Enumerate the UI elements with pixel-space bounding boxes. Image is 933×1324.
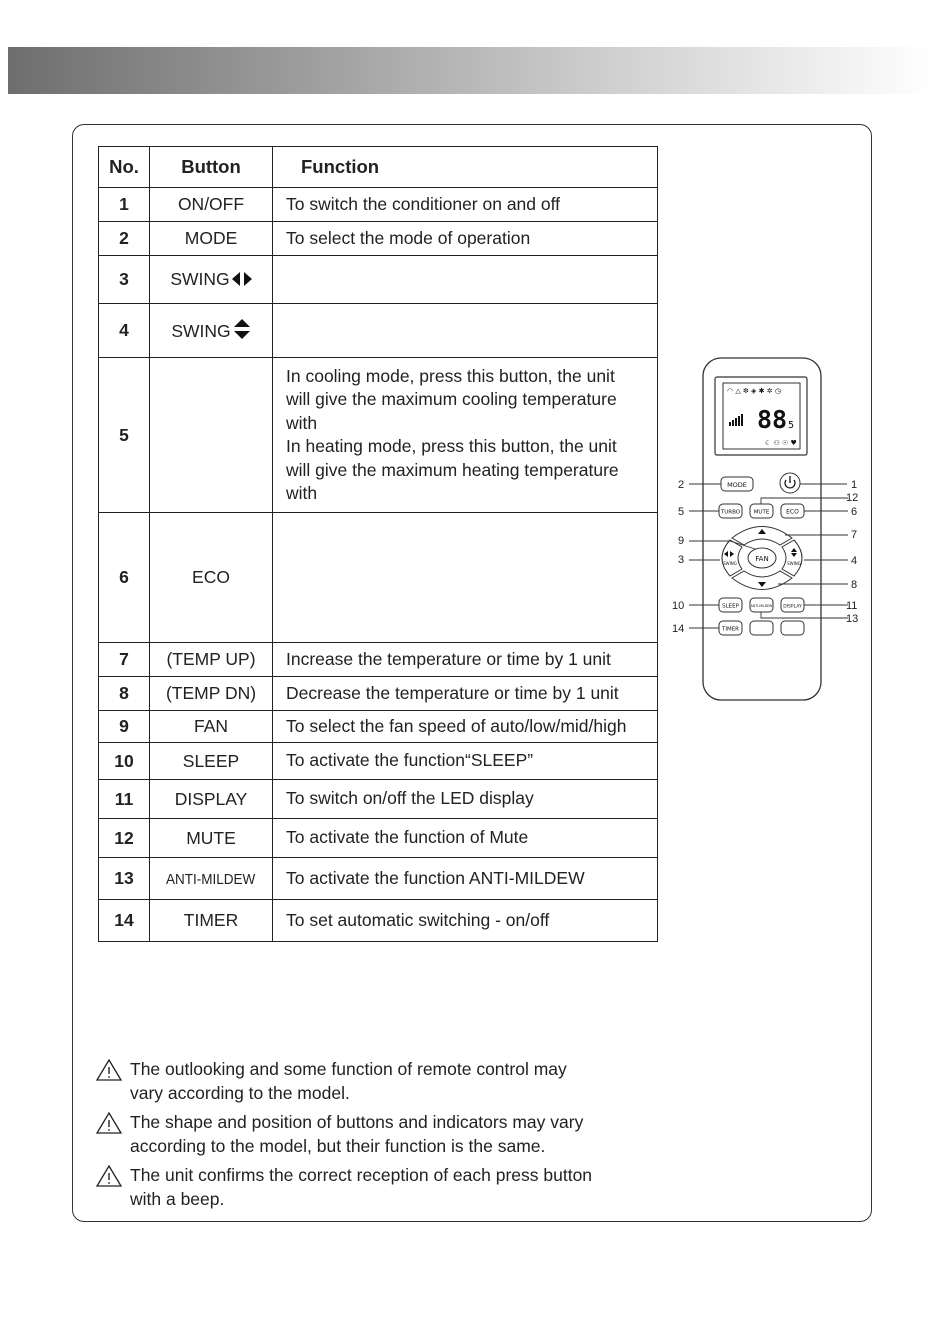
callout-label: 1 bbox=[851, 479, 858, 491]
lcd-small-digit: 5 bbox=[788, 420, 795, 431]
table-row bbox=[99, 358, 658, 513]
row-button-swing-horizontal bbox=[150, 256, 273, 304]
blank-button[interactable] bbox=[750, 621, 773, 635]
row-button-label: SWING bbox=[170, 269, 230, 289]
mute-button[interactable] bbox=[750, 504, 773, 518]
row-button bbox=[150, 858, 273, 900]
row-function: To switch the conditioner on and off bbox=[273, 188, 658, 222]
table-row bbox=[99, 643, 658, 677]
row-no: 1 bbox=[99, 188, 150, 222]
sleep-button[interactable] bbox=[719, 598, 742, 612]
row-function: To select the fan speed of auto/low/mid/high bbox=[273, 711, 658, 743]
lcd-display bbox=[715, 377, 807, 455]
left-right-arrow-icon bbox=[232, 271, 252, 287]
table-row bbox=[99, 858, 658, 900]
table-row bbox=[99, 304, 658, 358]
table-row bbox=[99, 743, 658, 780]
table-header-row bbox=[99, 147, 658, 188]
note-item bbox=[96, 1058, 696, 1105]
row-no: 5 bbox=[99, 358, 150, 513]
header-button: Button bbox=[150, 147, 273, 188]
callout-label: 7 bbox=[851, 529, 858, 541]
svg-text:ECO: ECO bbox=[786, 508, 799, 516]
svg-text:DISPLAY: DISPLAY bbox=[783, 604, 802, 610]
row-function: To activate the function“SLEEP” bbox=[273, 743, 658, 780]
timer-button[interactable] bbox=[719, 621, 742, 635]
row-button: ON/OFF bbox=[150, 188, 273, 222]
row-function bbox=[273, 513, 658, 643]
note-line: according to the model, but their function is the same. bbox=[130, 1135, 546, 1156]
row-no: 3 bbox=[99, 256, 150, 304]
function-line: will give the maximum heating temperature bbox=[286, 459, 619, 480]
svg-text:SLEEP: SLEEP bbox=[722, 603, 739, 610]
row-function: Increase the temperature or time by 1 unit bbox=[273, 643, 658, 677]
callout-label: 13 bbox=[846, 613, 859, 625]
row-no: 13 bbox=[99, 858, 150, 900]
row-no: 8 bbox=[99, 677, 150, 711]
note-line: The unit confirms the correct reception of each press button bbox=[130, 1165, 593, 1185]
note-line: The outlooking and some function of remote control may bbox=[130, 1059, 567, 1079]
table-row bbox=[99, 819, 658, 858]
display-button[interactable] bbox=[781, 598, 804, 612]
row-button bbox=[150, 358, 273, 513]
note-item bbox=[96, 1111, 696, 1158]
row-function bbox=[273, 256, 658, 304]
callout-label: 4 bbox=[851, 555, 858, 567]
callout-label: 11 bbox=[846, 600, 858, 612]
row-no: 14 bbox=[99, 900, 150, 942]
callout-label: 6 bbox=[851, 506, 858, 518]
row-function: To switch on/off the LED display bbox=[273, 780, 658, 819]
power-button[interactable] bbox=[780, 473, 800, 493]
row-button: (TEMP DN) bbox=[150, 677, 273, 711]
note-line: with a beep. bbox=[130, 1188, 225, 1209]
row-button-swing-vertical bbox=[150, 304, 273, 358]
row-button-label: ANTI-MILDEW bbox=[166, 871, 256, 888]
notes-section bbox=[96, 1058, 696, 1217]
row-no: 9 bbox=[99, 711, 150, 743]
table-row bbox=[99, 222, 658, 256]
row-no: 11 bbox=[99, 780, 150, 819]
svg-text:SWING: SWING bbox=[787, 561, 801, 566]
warning-icon bbox=[96, 1059, 122, 1081]
callout-label: 10 bbox=[672, 600, 685, 612]
table-row bbox=[99, 677, 658, 711]
callout-label: 12 bbox=[846, 492, 859, 504]
svg-text:MODE: MODE bbox=[727, 481, 747, 489]
header-function: Function bbox=[273, 147, 658, 188]
function-line: In heating mode, press this button, the unit bbox=[286, 436, 617, 456]
callout-label: 9 bbox=[678, 535, 685, 547]
row-button: SLEEP bbox=[150, 743, 273, 780]
row-button: DISPLAY bbox=[150, 780, 273, 819]
remote-control-diagram bbox=[670, 355, 870, 705]
row-button: MUTE bbox=[150, 819, 273, 858]
svg-text:SWING: SWING bbox=[723, 561, 737, 566]
row-function: Decrease the temperature or time by 1 unit bbox=[273, 677, 658, 711]
header-bar bbox=[8, 47, 933, 94]
row-function bbox=[273, 358, 658, 513]
eco-button[interactable] bbox=[781, 504, 804, 518]
row-button: (TEMP UP) bbox=[150, 643, 273, 677]
note-line: The shape and position of buttons and indicators may vary bbox=[130, 1112, 584, 1132]
note-item bbox=[96, 1164, 696, 1211]
svg-text:TURBO: TURBO bbox=[720, 509, 741, 516]
row-no: 10 bbox=[99, 743, 150, 780]
callout-label: 5 bbox=[678, 506, 685, 518]
warning-icon bbox=[96, 1165, 122, 1187]
svg-text:ANTI-MILDEW: ANTI-MILDEW bbox=[750, 604, 773, 608]
table-row bbox=[99, 188, 658, 222]
svg-text:FAN: FAN bbox=[755, 555, 769, 563]
svg-text:TIMER: TIMER bbox=[721, 626, 740, 633]
table-row bbox=[99, 711, 658, 743]
row-button: MODE bbox=[150, 222, 273, 256]
mode-button[interactable] bbox=[721, 477, 753, 491]
row-no: 4 bbox=[99, 304, 150, 358]
row-button-label: SWING bbox=[171, 321, 231, 341]
row-function: To activate the function of Mute bbox=[273, 819, 658, 858]
blank-button[interactable] bbox=[781, 621, 804, 635]
lcd-digits: 88 bbox=[757, 405, 788, 434]
function-line: with bbox=[286, 412, 318, 433]
table-row bbox=[99, 256, 658, 304]
function-line: In cooling mode, press this button, the unit bbox=[286, 365, 615, 386]
callout-label: 3 bbox=[678, 554, 685, 566]
row-button: TIMER bbox=[150, 900, 273, 942]
warning-icon bbox=[96, 1112, 122, 1134]
header-no: No. bbox=[99, 147, 150, 188]
row-no: 12 bbox=[99, 819, 150, 858]
table-row bbox=[99, 513, 658, 643]
row-function: To set automatic switching - on/off bbox=[273, 900, 658, 942]
row-button: ECO bbox=[150, 513, 273, 643]
up-down-arrow-icon bbox=[233, 319, 251, 339]
row-function bbox=[273, 304, 658, 358]
note-line: vary according to the model. bbox=[130, 1082, 350, 1103]
fan-button[interactable] bbox=[748, 548, 776, 568]
callout-label: 2 bbox=[678, 479, 685, 491]
function-line: with bbox=[286, 483, 318, 503]
table-row bbox=[99, 780, 658, 819]
row-button: FAN bbox=[150, 711, 273, 743]
row-no: 2 bbox=[99, 222, 150, 256]
button-function-table bbox=[98, 146, 658, 942]
table-row bbox=[99, 900, 658, 942]
function-line: will give the maximum cooling temperature bbox=[286, 389, 617, 409]
callout-label: 8 bbox=[851, 579, 858, 591]
row-no: 6 bbox=[99, 513, 150, 643]
callout-label: 14 bbox=[672, 623, 685, 635]
row-function: To select the mode of operation bbox=[273, 222, 658, 256]
lcd-bottom-icons: ☾ ⚇ ☉ ♥ bbox=[765, 439, 797, 447]
row-no: 7 bbox=[99, 643, 150, 677]
turbo-button[interactable] bbox=[719, 504, 742, 518]
svg-text:MUTE: MUTE bbox=[753, 509, 770, 516]
row-function: To activate the function ANTI-MILDEW bbox=[273, 858, 658, 900]
lcd-mode-icons: ◠ △ ✼ ◈ ✱ ✲ ◷ bbox=[727, 387, 781, 395]
anti-mildew-button[interactable] bbox=[750, 598, 773, 612]
